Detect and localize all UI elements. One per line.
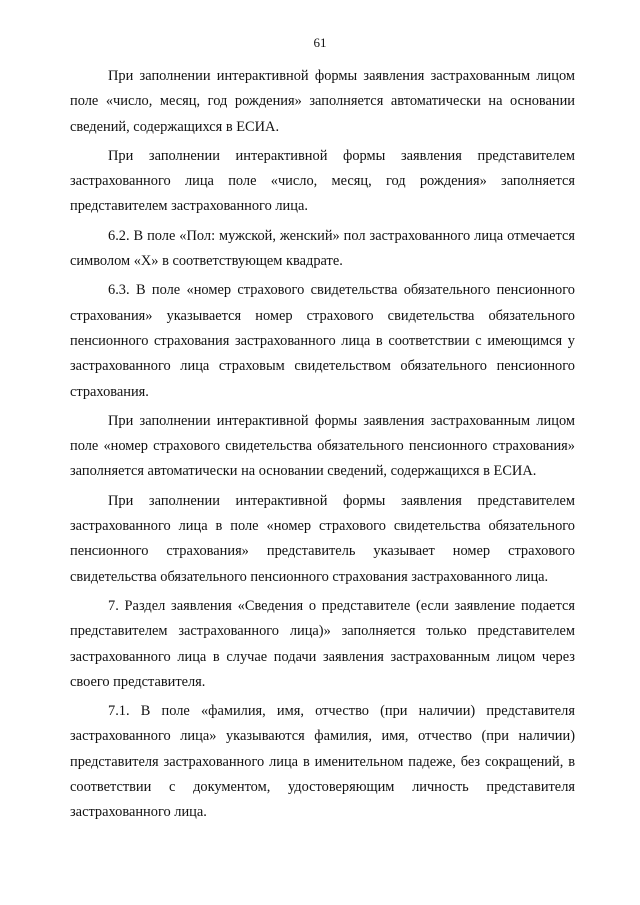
paragraph-birthdate-insured: При заполнении интерактивной формы заявления застрахованным лицом поле «число, месяц, год рождения» заполняется автоматически на основании сведений, содержащихся в ЕСИА.	[70, 68, 575, 135]
document-body	[70, 64, 575, 830]
paragraph-6-2-gender: 6.2. В поле «Пол: мужской, женский» пол застрахованного лица отмечается символом «X» в соответствующем квадрате.	[70, 227, 575, 270]
paragraph-snils-representative: При заполнении интерактивной формы заявления представителем застрахованного лица в поле «номер страхового свидетельства обязательного пенсионного страхования» представитель указывает номер страхового свидетельства обязательного пенсионного страхования застрахованного лица.	[70, 492, 575, 585]
paragraph-birthdate-representative: При заполнении интерактивной формы заявления представителем застрахованного лица поле «число, месяц, год рождения» заполняется представителем застрахованного лица.	[70, 147, 575, 215]
page-number: 61	[313, 35, 327, 50]
paragraph-7-representative-section: 7. Раздел заявления «Сведения о представителе (если заявление подается представителем застрахованного лица)» заполняется только представителем застрахованного лица в случае подачи заявления застрахованным лицом через своего представителя.	[70, 597, 575, 690]
paragraph-6-3-snils: 6.3. В поле «номер страхового свидетельства обязательного пенсионного страхования» указывается номер страхового свидетельства обязательного пенсионного страхования застрахованного лица в соответствии с имеющимся у застрахованного лица страховым свидетельством обязательного пенсионного страхования.	[70, 282, 575, 400]
paragraph-snils-insured: При заполнении интерактивной формы заявления застрахованным лицом поле «номер страхового свидетельства обязательного пенсионного страхования» заполняется автоматически на основании сведений, содержащихся в ЕСИА.	[70, 412, 575, 480]
paragraph-7-1-representative-name: 7.1. В поле «фамилия, имя, отчество (при наличии) представителя застрахованного лица» указываются фамилия, имя, отчество (при наличии) представителя застрахованного лица в именительном падеже, без сокращений, в соответствии с документом, удостоверяющим личность представителя застрахованного лица.	[70, 703, 575, 821]
